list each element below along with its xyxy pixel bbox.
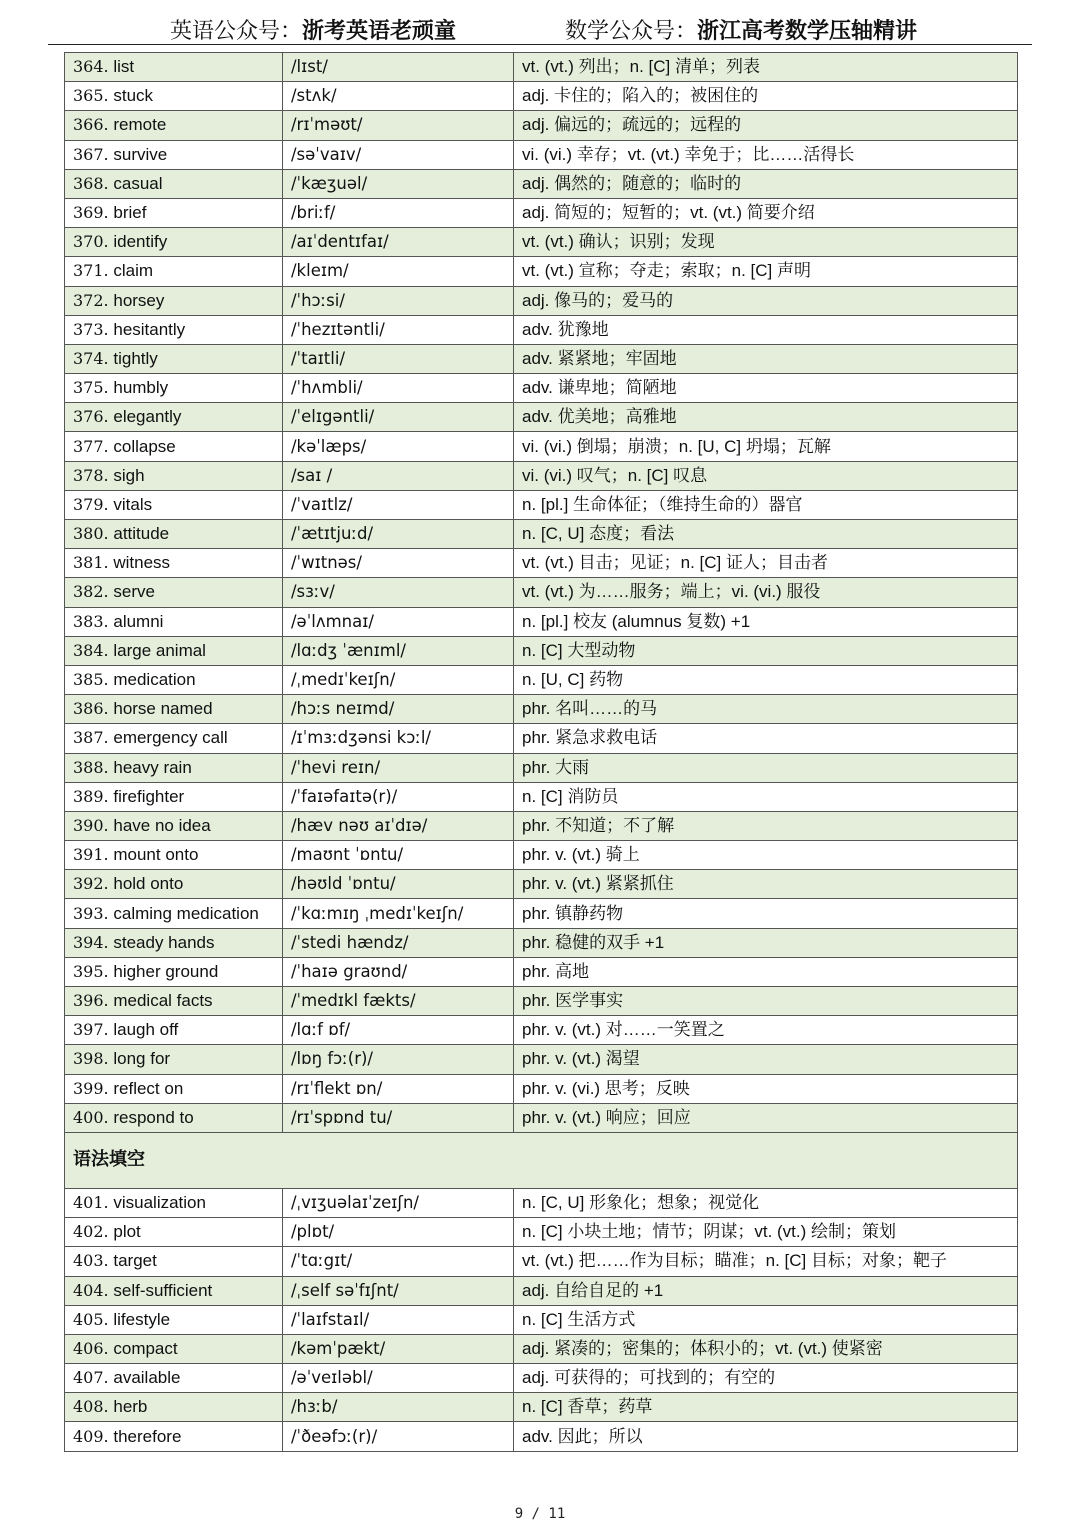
entry-number: 383. bbox=[73, 611, 109, 631]
entry-number: 391. bbox=[73, 845, 109, 865]
entry-word: medication bbox=[113, 670, 196, 690]
word-cell bbox=[65, 344, 283, 373]
phonetic-cell: /ˈelɪgəntli/ bbox=[283, 403, 514, 432]
entry-word: tightly bbox=[113, 348, 158, 368]
word-cell bbox=[65, 432, 283, 461]
phonetic-cell: /ˈmedɪkl fækts/ bbox=[283, 987, 514, 1016]
word-cell bbox=[65, 315, 283, 344]
vocab-row bbox=[65, 1393, 1018, 1422]
vocabulary-table bbox=[64, 52, 1018, 1452]
vocab-row bbox=[65, 344, 1018, 373]
meaning-cell: adj. 偶然的；随意的；临时的 bbox=[514, 169, 1018, 198]
entry-number: 382. bbox=[73, 582, 109, 602]
phonetic-cell: /lɑːf ɒf/ bbox=[283, 1016, 514, 1045]
vocab-row bbox=[65, 695, 1018, 724]
vocab-row bbox=[65, 198, 1018, 227]
phonetic-cell: /ˈhevi reɪn/ bbox=[283, 753, 514, 782]
entry-number: 396. bbox=[73, 991, 109, 1011]
meaning-cell: phr. v. (vt.) 骑上 bbox=[514, 841, 1018, 870]
meaning-cell: phr. v. (vt.) 紧紧抓住 bbox=[514, 870, 1018, 899]
entry-number: 403. bbox=[73, 1251, 109, 1271]
vocab-row bbox=[65, 374, 1018, 403]
meaning-cell: adj. 像马的；爱马的 bbox=[514, 286, 1018, 315]
meaning-cell: phr. v. (vt.) 渴望 bbox=[514, 1045, 1018, 1074]
word-cell bbox=[65, 374, 283, 403]
phonetic-cell: /ˈkæʒuəl/ bbox=[283, 169, 514, 198]
header-math-label: 数学公众号： bbox=[565, 19, 698, 44]
header-english-account bbox=[170, 14, 456, 45]
entry-word: identify bbox=[113, 232, 168, 252]
meaning-cell: vt. (vt.) 为……服务；端上；vi. (vi.) 服役 bbox=[514, 578, 1018, 607]
vocab-row bbox=[65, 1045, 1018, 1074]
vocab-row bbox=[65, 403, 1018, 432]
entry-number: 401. bbox=[73, 1193, 109, 1213]
phonetic-cell: /lɑːdʒ ˈænɪml/ bbox=[283, 636, 514, 665]
section-header-row bbox=[65, 1132, 1018, 1188]
entry-number: 369. bbox=[73, 203, 109, 223]
meaning-cell: adj. 自给自足的 +1 bbox=[514, 1276, 1018, 1305]
entry-number: 387. bbox=[73, 728, 109, 748]
word-cell bbox=[65, 578, 283, 607]
vocab-row bbox=[65, 1276, 1018, 1305]
vocab-row bbox=[65, 1305, 1018, 1334]
meaning-cell: n. [C, U] 形象化；想象；视觉化 bbox=[514, 1188, 1018, 1217]
meaning-cell: n. [pl.] 校友 (alumnus 复数) +1 bbox=[514, 607, 1018, 636]
meaning-cell: phr. 高地 bbox=[514, 957, 1018, 986]
vocab-row bbox=[65, 753, 1018, 782]
phonetic-cell: /sɜːv/ bbox=[283, 578, 514, 607]
word-cell bbox=[65, 520, 283, 549]
entry-number: 380. bbox=[73, 524, 109, 544]
entry-word: witness bbox=[113, 553, 171, 573]
word-cell bbox=[65, 665, 283, 694]
word-cell bbox=[65, 636, 283, 665]
meaning-cell: vi. (vi.) 叹气；n. [C] 叹息 bbox=[514, 461, 1018, 490]
word-cell bbox=[65, 461, 283, 490]
phonetic-cell: /əˈlʌmnaɪ/ bbox=[283, 607, 514, 636]
phonetic-cell: /səˈvaɪv/ bbox=[283, 140, 514, 169]
phonetic-cell: /briːf/ bbox=[283, 198, 514, 227]
vocab-row bbox=[65, 1422, 1018, 1451]
meaning-cell: vt. (vt.) 确认；识别；发现 bbox=[514, 228, 1018, 257]
entry-number: 390. bbox=[73, 815, 109, 835]
vocab-row bbox=[65, 578, 1018, 607]
entry-word: reflect on bbox=[113, 1078, 184, 1098]
entry-word: stuck bbox=[113, 86, 154, 106]
meaning-cell: phr. 镇静药物 bbox=[514, 899, 1018, 928]
vocab-row bbox=[65, 782, 1018, 811]
header-math-account bbox=[565, 14, 917, 45]
header-math-name: 浙江高考数学压轴精讲 bbox=[697, 18, 918, 44]
vocab-row bbox=[65, 1218, 1018, 1247]
phonetic-cell: /plɒt/ bbox=[283, 1218, 514, 1247]
entry-number: 370. bbox=[73, 232, 109, 252]
word-cell bbox=[65, 811, 283, 840]
meaning-cell: adv. 优美地；高雅地 bbox=[514, 403, 1018, 432]
phonetic-cell: /lɪst/ bbox=[283, 53, 514, 82]
header-english-label: 英语公众号： bbox=[170, 19, 303, 44]
meaning-cell: adj. 可获得的；可找到的；有空的 bbox=[514, 1364, 1018, 1393]
entry-word: horsey bbox=[113, 290, 165, 310]
entry-number: 374. bbox=[73, 348, 109, 368]
entry-number: 367. bbox=[73, 144, 109, 164]
vocab-row bbox=[65, 228, 1018, 257]
vocab-row bbox=[65, 987, 1018, 1016]
meaning-cell: n. [C, U] 态度；看法 bbox=[514, 520, 1018, 549]
word-cell bbox=[65, 1364, 283, 1393]
vocab-row bbox=[65, 724, 1018, 753]
entry-number: 365. bbox=[73, 86, 109, 106]
vocab-row bbox=[65, 607, 1018, 636]
entry-number: 373. bbox=[73, 319, 109, 339]
phonetic-cell: /stʌk/ bbox=[283, 82, 514, 111]
phonetic-cell: /rɪˈflekt ɒn/ bbox=[283, 1074, 514, 1103]
entry-word: heavy rain bbox=[113, 757, 192, 777]
entry-word: compact bbox=[113, 1338, 178, 1358]
word-cell bbox=[65, 1016, 283, 1045]
vocab-row bbox=[65, 82, 1018, 111]
phonetic-cell: /ɪˈmɜːdʒənsi kɔːl/ bbox=[283, 724, 514, 753]
phonetic-cell: /rɪˈspɒnd tu/ bbox=[283, 1103, 514, 1132]
vocab-row bbox=[65, 140, 1018, 169]
entry-number: 368. bbox=[73, 173, 109, 193]
word-cell bbox=[65, 228, 283, 257]
entry-word: higher ground bbox=[113, 961, 219, 981]
word-cell bbox=[65, 724, 283, 753]
entry-word: elegantly bbox=[113, 407, 182, 427]
entry-number: 397. bbox=[73, 1020, 109, 1040]
entry-word: long for bbox=[113, 1049, 171, 1069]
vocab-row bbox=[65, 53, 1018, 82]
word-cell bbox=[65, 841, 283, 870]
meaning-cell: adv. 因此；所以 bbox=[514, 1422, 1018, 1451]
vocab-row bbox=[65, 1074, 1018, 1103]
meaning-cell: vt. (vt.) 目击；见证；n. [C] 证人；目击者 bbox=[514, 549, 1018, 578]
meaning-cell: vi. (vi.) 幸存；vt. (vt.) 幸免于；比……活得长 bbox=[514, 140, 1018, 169]
entry-number: 385. bbox=[73, 670, 109, 690]
word-cell bbox=[65, 899, 283, 928]
phonetic-cell: /lɒŋ fɔː(r)/ bbox=[283, 1045, 514, 1074]
word-cell bbox=[65, 695, 283, 724]
meaning-cell: adj. 偏远的；疏远的；远程的 bbox=[514, 111, 1018, 140]
entry-word: target bbox=[113, 1251, 157, 1271]
vocab-row bbox=[65, 841, 1018, 870]
phonetic-cell: /əˈveɪləbl/ bbox=[283, 1364, 514, 1393]
entry-number: 402. bbox=[73, 1222, 109, 1242]
vocab-row bbox=[65, 811, 1018, 840]
vocab-row bbox=[65, 957, 1018, 986]
entry-word: therefore bbox=[113, 1426, 182, 1446]
vocab-row bbox=[65, 257, 1018, 286]
meaning-cell: vt. (vt.) 宣称；夺走；索取；n. [C] 声明 bbox=[514, 257, 1018, 286]
entry-number: 406. bbox=[73, 1338, 109, 1358]
word-cell bbox=[65, 82, 283, 111]
page-number: 9 / 11 bbox=[514, 1506, 566, 1522]
meaning-cell: vi. (vi.) 倒塌；崩溃；n. [U, C] 坍塌；瓦解 bbox=[514, 432, 1018, 461]
entry-word: respond to bbox=[113, 1107, 194, 1127]
vocab-row bbox=[65, 1247, 1018, 1276]
meaning-cell: adv. 犹豫地 bbox=[514, 315, 1018, 344]
meaning-cell: phr. v. (vt.) 对……一笑置之 bbox=[514, 1016, 1018, 1045]
vocab-row bbox=[65, 1188, 1018, 1217]
phonetic-cell: /kəmˈpækt/ bbox=[283, 1334, 514, 1363]
entry-word: humbly bbox=[113, 378, 169, 398]
entry-number: 376. bbox=[73, 407, 109, 427]
word-cell bbox=[65, 928, 283, 957]
meaning-cell: phr. 医学事实 bbox=[514, 987, 1018, 1016]
word-cell bbox=[65, 1422, 283, 1451]
phonetic-cell: /ˈstedi hændz/ bbox=[283, 928, 514, 957]
word-cell bbox=[65, 607, 283, 636]
section-title: 语法填空 bbox=[65, 1132, 1018, 1188]
vocab-row bbox=[65, 549, 1018, 578]
word-cell bbox=[65, 198, 283, 227]
phonetic-cell: /həʊld ˈɒntu/ bbox=[283, 870, 514, 899]
entry-number: 378. bbox=[73, 465, 109, 485]
phonetic-cell: /maʊnt ˈɒntu/ bbox=[283, 841, 514, 870]
entry-number: 399. bbox=[73, 1078, 109, 1098]
entry-number: 398. bbox=[73, 1049, 109, 1069]
word-cell bbox=[65, 1188, 283, 1217]
vocab-row bbox=[65, 1334, 1018, 1363]
entry-word: serve bbox=[113, 582, 155, 602]
vocab-row bbox=[65, 1103, 1018, 1132]
phonetic-cell: /ˈhezɪtəntli/ bbox=[283, 315, 514, 344]
entry-word: steady hands bbox=[113, 932, 215, 952]
entry-number: 409. bbox=[73, 1426, 109, 1446]
meaning-cell: vt. (vt.) 列出；n. [C] 清单；列表 bbox=[514, 53, 1018, 82]
meaning-cell: phr. 稳健的双手 +1 bbox=[514, 928, 1018, 957]
meaning-cell: adj. 简短的；短暂的；vt. (vt.) 简要介绍 bbox=[514, 198, 1018, 227]
meaning-cell: n. [C] 小块土地；情节；阴谋；vt. (vt.) 绘制；策划 bbox=[514, 1218, 1018, 1247]
vocab-row bbox=[65, 169, 1018, 198]
entry-word: visualization bbox=[113, 1193, 206, 1213]
vocab-row bbox=[65, 665, 1018, 694]
word-cell bbox=[65, 111, 283, 140]
phonetic-cell: /ˈwɪtnəs/ bbox=[283, 549, 514, 578]
entry-number: 386. bbox=[73, 699, 109, 719]
word-cell bbox=[65, 1074, 283, 1103]
entry-number: 395. bbox=[73, 961, 109, 981]
entry-word: vitals bbox=[113, 494, 153, 514]
word-cell bbox=[65, 1103, 283, 1132]
phonetic-cell: /ˌvɪʒuəlaɪˈzeɪʃn/ bbox=[283, 1188, 514, 1217]
meaning-cell: phr. v. (vt.) 响应；回应 bbox=[514, 1103, 1018, 1132]
entry-word: calming medication bbox=[113, 903, 259, 923]
entry-number: 389. bbox=[73, 786, 109, 806]
entry-number: 366. bbox=[73, 115, 109, 135]
vocab-row bbox=[65, 1016, 1018, 1045]
meaning-cell: n. [U, C] 药物 bbox=[514, 665, 1018, 694]
entry-number: 407. bbox=[73, 1368, 109, 1388]
phonetic-cell: /ˈhɔːsi/ bbox=[283, 286, 514, 315]
word-cell bbox=[65, 1276, 283, 1305]
vocabulary-table-body bbox=[65, 53, 1018, 1452]
phonetic-cell: /ˈvaɪtlz/ bbox=[283, 490, 514, 519]
vocab-row bbox=[65, 870, 1018, 899]
meaning-cell: phr. 紧急求救电话 bbox=[514, 724, 1018, 753]
entry-number: 392. bbox=[73, 874, 109, 894]
phonetic-cell: /kəˈlæps/ bbox=[283, 432, 514, 461]
vocab-row bbox=[65, 286, 1018, 315]
word-cell bbox=[65, 987, 283, 1016]
phonetic-cell: /ˈtɑːgɪt/ bbox=[283, 1247, 514, 1276]
vocab-row bbox=[65, 461, 1018, 490]
word-cell bbox=[65, 286, 283, 315]
meaning-cell: n. [C] 生活方式 bbox=[514, 1305, 1018, 1334]
word-cell bbox=[65, 870, 283, 899]
entry-number: 405. bbox=[73, 1309, 109, 1329]
meaning-cell: phr. 不知道；不了解 bbox=[514, 811, 1018, 840]
vocab-row bbox=[65, 928, 1018, 957]
phonetic-cell: /hɔːs neɪmd/ bbox=[283, 695, 514, 724]
entry-word: hesitantly bbox=[113, 319, 186, 339]
entry-word: survive bbox=[113, 144, 168, 164]
word-cell bbox=[65, 782, 283, 811]
entry-word: firefighter bbox=[113, 786, 185, 806]
phonetic-cell: /saɪ / bbox=[283, 461, 514, 490]
entry-word: brief bbox=[113, 203, 147, 223]
entry-word: herb bbox=[113, 1397, 148, 1417]
entry-number: 400. bbox=[73, 1107, 109, 1127]
word-cell bbox=[65, 257, 283, 286]
meaning-cell: adv. 紧紧地；牢固地 bbox=[514, 344, 1018, 373]
meaning-cell: adj. 紧凑的；密集的；体积小的；vt. (vt.) 使紧密 bbox=[514, 1334, 1018, 1363]
phonetic-cell: /ˈlaɪfstaɪl/ bbox=[283, 1305, 514, 1334]
entry-word: available bbox=[113, 1368, 181, 1388]
entry-word: lifestyle bbox=[113, 1309, 171, 1329]
entry-number: 388. bbox=[73, 757, 109, 777]
entry-number: 393. bbox=[73, 903, 109, 923]
meaning-cell: n. [C] 消防员 bbox=[514, 782, 1018, 811]
header-divider bbox=[48, 44, 1032, 45]
phonetic-cell: /hæv nəʊ aɪˈdɪə/ bbox=[283, 811, 514, 840]
entry-word: laugh off bbox=[113, 1020, 179, 1040]
entry-word: large animal bbox=[113, 640, 206, 660]
vocab-row bbox=[65, 111, 1018, 140]
phonetic-cell: /ˈætɪtjuːd/ bbox=[283, 520, 514, 549]
word-cell bbox=[65, 1247, 283, 1276]
phonetic-cell: /ˈtaɪtli/ bbox=[283, 344, 514, 373]
word-cell bbox=[65, 549, 283, 578]
phonetic-cell: /ˈkɑːmɪŋ ˌmedɪˈkeɪʃn/ bbox=[283, 899, 514, 928]
phonetic-cell: /ˈfaɪəfaɪtə(r)/ bbox=[283, 782, 514, 811]
vocab-row bbox=[65, 520, 1018, 549]
phonetic-cell: /rɪˈməʊt/ bbox=[283, 111, 514, 140]
entry-word: remote bbox=[113, 115, 167, 135]
meaning-cell: vt. (vt.) 把……作为目标；瞄准；n. [C] 目标；对象；靶子 bbox=[514, 1247, 1018, 1276]
phonetic-cell: /ˌself səˈfɪʃnt/ bbox=[283, 1276, 514, 1305]
word-cell bbox=[65, 53, 283, 82]
phonetic-cell: /kleɪm/ bbox=[283, 257, 514, 286]
meaning-cell: phr. 大雨 bbox=[514, 753, 1018, 782]
phonetic-cell: /hɜːb/ bbox=[283, 1393, 514, 1422]
vocab-row bbox=[65, 899, 1018, 928]
meaning-cell: phr. v. (vi.) 思考；反映 bbox=[514, 1074, 1018, 1103]
word-cell bbox=[65, 753, 283, 782]
entry-number: 384. bbox=[73, 640, 109, 660]
word-cell bbox=[65, 140, 283, 169]
word-cell bbox=[65, 490, 283, 519]
phonetic-cell: /ˈðeəfɔː(r)/ bbox=[283, 1422, 514, 1451]
phonetic-cell: /ˈhʌmbli/ bbox=[283, 374, 514, 403]
entry-word: list bbox=[113, 57, 135, 77]
entry-word: self-sufficient bbox=[113, 1280, 213, 1300]
phonetic-cell: /aɪˈdentɪfaɪ/ bbox=[283, 228, 514, 257]
word-cell bbox=[65, 1393, 283, 1422]
word-cell bbox=[65, 1334, 283, 1363]
meaning-cell: adj. 卡住的；陷入的；被困住的 bbox=[514, 82, 1018, 111]
entry-number: 371. bbox=[73, 261, 109, 281]
meaning-cell: n. [C] 大型动物 bbox=[514, 636, 1018, 665]
word-cell bbox=[65, 1045, 283, 1074]
entry-number: 404. bbox=[73, 1280, 109, 1300]
word-cell bbox=[65, 957, 283, 986]
entry-word: claim bbox=[113, 261, 154, 281]
meaning-cell: adv. 谦卑地；简陋地 bbox=[514, 374, 1018, 403]
entry-number: 375. bbox=[73, 378, 109, 398]
entry-word: collapse bbox=[113, 436, 176, 456]
phonetic-cell: /ˌmedɪˈkeɪʃn/ bbox=[283, 665, 514, 694]
entry-word: mount onto bbox=[113, 845, 199, 865]
entry-number: 394. bbox=[73, 932, 109, 952]
entry-word: sigh bbox=[113, 465, 145, 485]
entry-number: 379. bbox=[73, 494, 109, 514]
entry-word: emergency call bbox=[113, 728, 228, 748]
meaning-cell: n. [pl.] 生命体征；（维持生命的）器官 bbox=[514, 490, 1018, 519]
entry-word: attitude bbox=[113, 524, 170, 544]
vocab-row bbox=[65, 636, 1018, 665]
vocab-row bbox=[65, 315, 1018, 344]
entry-word: hold onto bbox=[113, 874, 184, 894]
word-cell bbox=[65, 169, 283, 198]
entry-word: horse named bbox=[113, 699, 213, 719]
meaning-cell: n. [C] 香草；药草 bbox=[514, 1393, 1018, 1422]
entry-number: 377. bbox=[73, 436, 109, 456]
word-cell bbox=[65, 1218, 283, 1247]
phonetic-cell: /ˈhaɪə graʊnd/ bbox=[283, 957, 514, 986]
entry-number: 408. bbox=[73, 1397, 109, 1417]
vocab-row bbox=[65, 490, 1018, 519]
entry-number: 364. bbox=[73, 57, 109, 77]
entry-word: casual bbox=[113, 173, 163, 193]
entry-word: alumni bbox=[113, 611, 164, 631]
entry-word: plot bbox=[113, 1222, 141, 1242]
word-cell bbox=[65, 403, 283, 432]
vocab-row bbox=[65, 432, 1018, 461]
entry-number: 381. bbox=[73, 553, 109, 573]
entry-number: 372. bbox=[73, 290, 109, 310]
entry-word: have no idea bbox=[113, 815, 211, 835]
header-english-name: 浙考英语老顽童 bbox=[302, 18, 457, 44]
page-header bbox=[0, 0, 1080, 44]
vocab-row bbox=[65, 1364, 1018, 1393]
meaning-cell: phr. 名叫……的马 bbox=[514, 695, 1018, 724]
entry-word: medical facts bbox=[113, 991, 213, 1011]
word-cell bbox=[65, 1305, 283, 1334]
